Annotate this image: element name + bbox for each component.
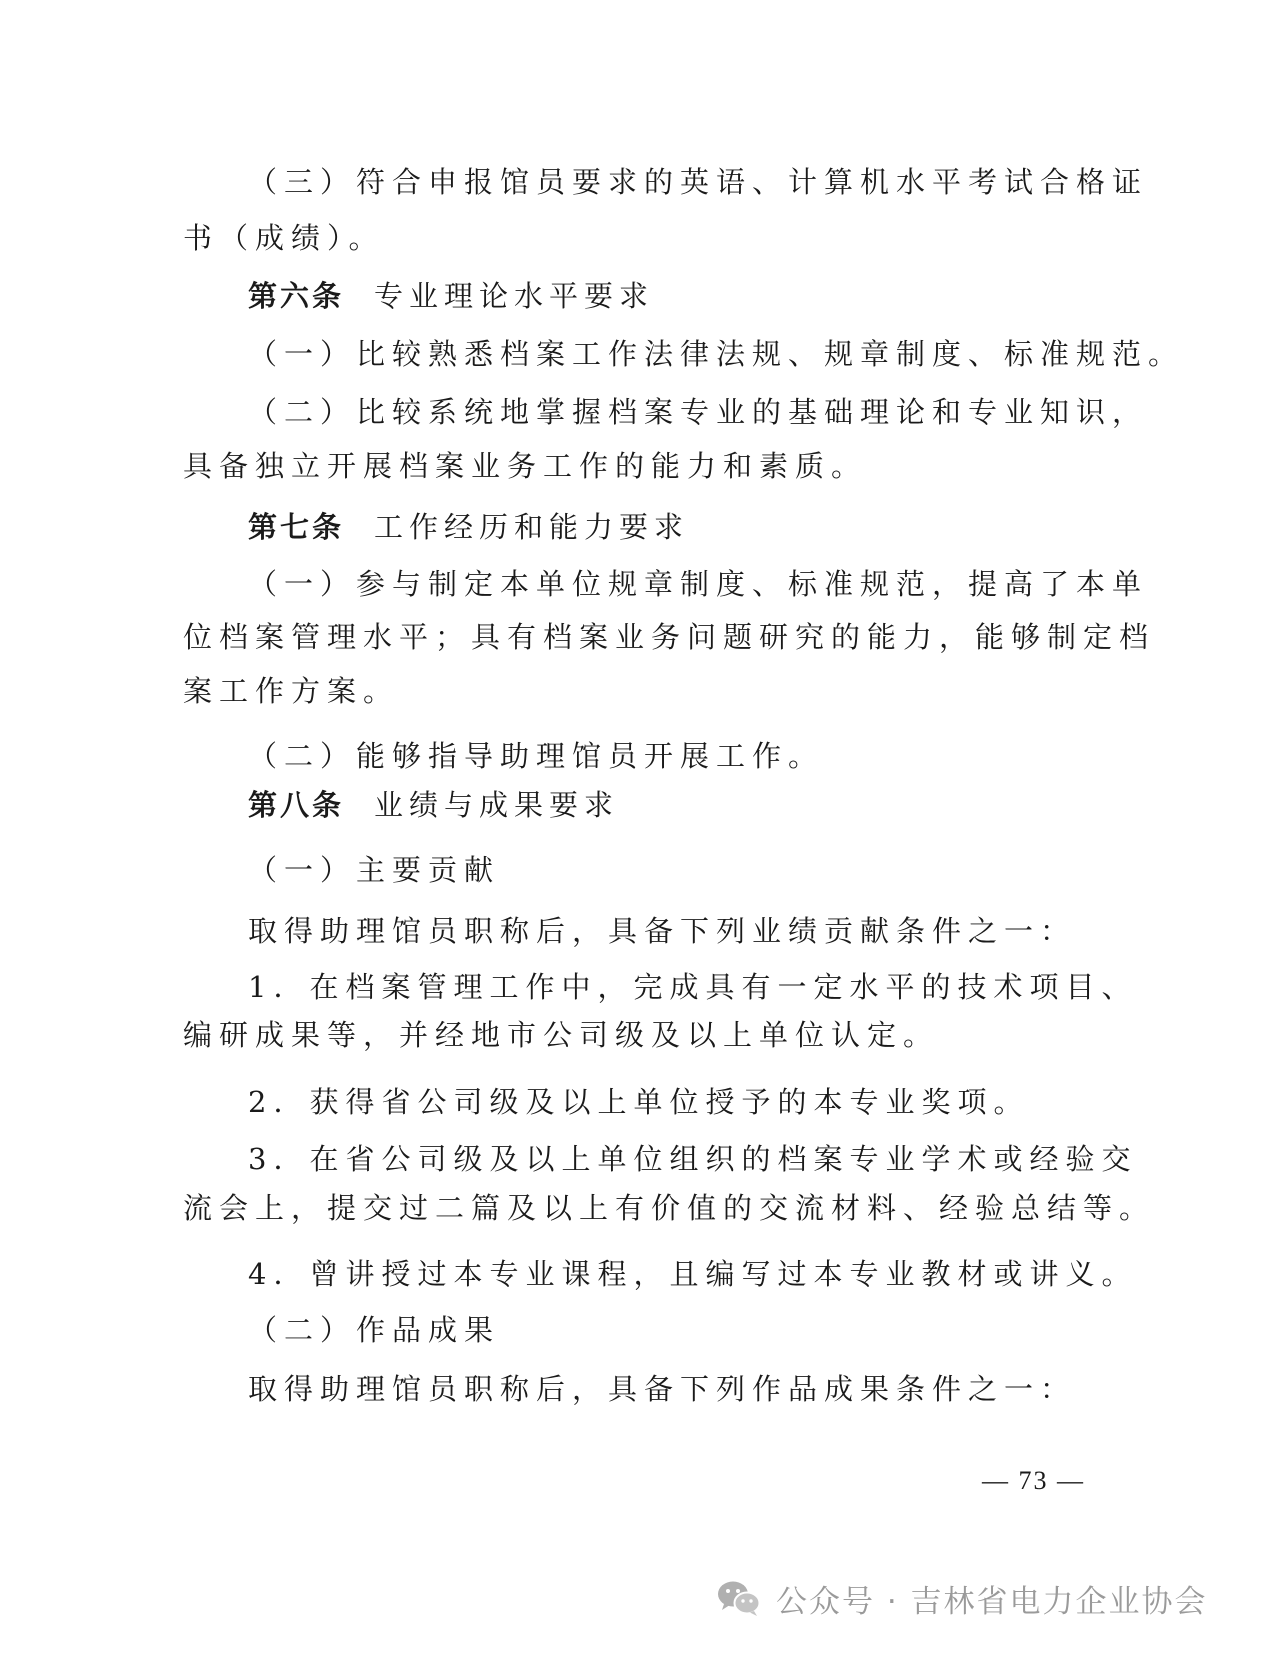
watermark	[716, 1573, 1208, 1623]
paragraph-line: 4．曾讲授过本专业课程，且编写过本专业教材或讲义。	[248, 1257, 1138, 1291]
paragraph-line: 流会上，提交过二篇及以上有价值的交流材料、经验总结等。	[183, 1191, 1156, 1225]
watermark-text: 公众号 · 吉林省电力企业协会	[776, 1583, 1208, 1620]
paragraph-line: 取得助理馆员职称后，具备下列业绩贡献条件之一：	[248, 914, 1077, 948]
article-title: 专业理论水平要求	[374, 279, 655, 313]
paragraph-line: （一）比较熟悉档案工作法律法规、规章制度、标准规范。	[248, 337, 1185, 371]
article-number: 第六条	[248, 279, 345, 313]
paragraph-line: 1．在档案管理工作中，完成具有一定水平的技术项目、	[248, 970, 1138, 1004]
page-number: — 73 —	[982, 1466, 1085, 1495]
article-title: 业绩与成果要求	[374, 788, 620, 822]
paragraph-line: 编研成果等，并经地市公司级及以上单位认定。	[183, 1018, 940, 1052]
paragraph-line: （二）能够指导助理馆员开展工作。	[248, 739, 825, 773]
paragraph-line: （二）作品成果	[248, 1313, 501, 1347]
paragraph-line: 位档案管理水平；具有档案业务问题研究的能力，能够制定档	[183, 620, 1156, 654]
paragraph-line: 案工作方案。	[183, 674, 400, 708]
paragraph-line: （二）比较系统地掌握档案专业的基础理论和专业知识，	[248, 395, 1149, 429]
paragraph-line: 具备独立开展档案业务工作的能力和素质。	[183, 449, 868, 483]
paragraph-line: 取得助理馆员职称后，具备下列作品成果条件之一：	[248, 1372, 1077, 1406]
paragraph-line: 书（成绩）。	[183, 221, 385, 255]
article-number: 第七条	[248, 510, 345, 544]
wechat-icon	[716, 1578, 762, 1618]
article-title: 工作经历和能力要求	[374, 510, 690, 544]
paragraph-line: （三）符合申报馆员要求的英语、计算机水平考试合格证	[248, 165, 1149, 199]
paragraph-line: （一）主要贡献	[248, 853, 501, 887]
article-heading	[248, 507, 689, 547]
article-number: 第八条	[248, 788, 345, 822]
paragraph-line: 3．在省公司级及以上单位组织的档案专业学术或经验交	[248, 1142, 1138, 1176]
article-heading	[248, 276, 654, 316]
article-heading	[248, 785, 619, 825]
paragraph-line: 2．获得省公司级及以上单位授予的本专业奖项。	[248, 1085, 1030, 1119]
paragraph-line: （一）参与制定本单位规章制度、标准规范，提高了本单	[248, 567, 1149, 601]
